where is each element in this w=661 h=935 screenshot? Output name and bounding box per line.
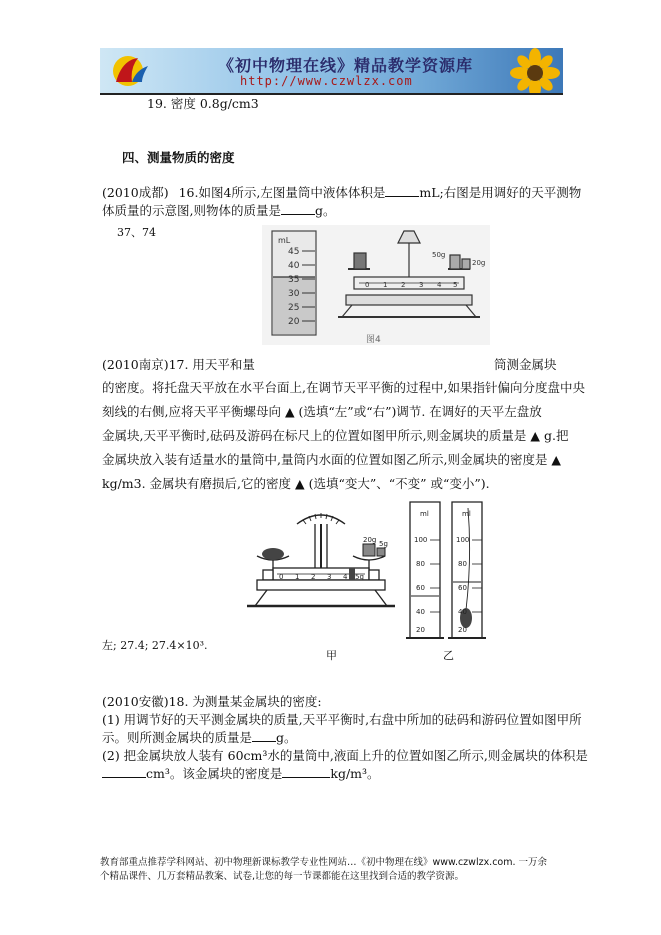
- q18-p1b: 示。则所测金属块的质量是: [102, 730, 253, 745]
- cyl3-tick: 60: [458, 584, 467, 592]
- ruler-tick: 5g: [355, 573, 364, 581]
- cyl1-tick: 35: [288, 275, 300, 285]
- figure-4-label: 图4: [366, 335, 381, 345]
- q18-p2b: cm³。该金属块的密度是: [146, 766, 283, 781]
- q16-answer: 37、74: [117, 226, 156, 239]
- cyl2-tick: 100: [414, 536, 428, 544]
- ruler-tick: 4: [437, 281, 442, 289]
- footer: [100, 856, 570, 884]
- q17-line1-right: 筒测金属块: [494, 357, 557, 372]
- q17-line5: 金属块放入装有适量水的量筒中,量筒内水面的位置如图乙所示,则金属块的密度是 ▲: [102, 452, 562, 467]
- q16-unit-a: mL;右图是用调好的天平测物: [419, 185, 582, 200]
- q18-p2-line2: [102, 766, 380, 782]
- ruler-tick: 5: [453, 281, 458, 289]
- ruler-tick: 0: [365, 281, 370, 289]
- ruler-tick: 0: [279, 573, 284, 581]
- cyl3-tick: 40: [458, 608, 467, 616]
- q17-line2: 的密度。将托盘天平放在水平台面上,在调节天平平衡的过程中,如果指针偏向分度盘中央: [102, 380, 585, 395]
- figure-yi-label: 乙: [443, 649, 454, 662]
- figure-yi: [406, 498, 488, 654]
- cyl3-tick: 20: [458, 626, 467, 634]
- figure-jia-label: 甲: [326, 649, 337, 662]
- ruler-tick: 2: [311, 573, 316, 581]
- cyl2-tick: 40: [416, 608, 425, 616]
- footer-line2: 个精品课件、几万套精品教案、试卷,让您的每一节课都能在这里找到合适的教学资源。: [100, 871, 465, 882]
- q16-unit-b: g。: [314, 203, 336, 218]
- cyl3-tick: 80: [458, 560, 467, 568]
- ruler-tick: 3: [327, 573, 332, 581]
- q18-p1-line2: [102, 730, 297, 746]
- weight-label: 5g: [379, 540, 388, 548]
- footer-line1: 教育部重点推荐学科网站、初中物理新课标教学专业性网站…《初中物理在线》www.czwlzx.com. 一万余: [100, 857, 548, 868]
- cyl3-unit: ml: [462, 510, 471, 518]
- q18-source: (2010安徽): [102, 694, 169, 709]
- q16-blank-1: [385, 185, 419, 197]
- cyl1-tick: 20: [288, 317, 300, 327]
- figure-4: [262, 225, 490, 345]
- cyl3-tick: 100: [456, 536, 470, 544]
- cyl2-tick: 20: [416, 626, 425, 634]
- q18-intro: [102, 694, 322, 710]
- q17-answer: 左; 27.4; 27.4×10³.: [102, 639, 208, 652]
- q17-source: (2010南京): [102, 357, 169, 372]
- q18-blank-1: [252, 730, 276, 742]
- cyl1-tick: 30: [288, 289, 300, 299]
- ruler-tick: 2: [401, 281, 406, 289]
- q16-line1: [102, 185, 581, 201]
- cyl1-tick: 45: [288, 247, 300, 257]
- cyl2-tick: 60: [416, 584, 425, 592]
- header-url[interactable]: http://www.czwlzx.com: [240, 74, 413, 88]
- cyl1-unit: mL: [278, 236, 291, 245]
- ruler-tick: 1: [295, 573, 300, 581]
- q16-source: (2010成都): [102, 185, 169, 200]
- figure-jia: [237, 502, 403, 624]
- q16-text-a: 16.如图4所示,左图量筒中液体体积是: [178, 185, 386, 200]
- q18-blank-2: [102, 766, 146, 778]
- q18-blank-3: [282, 766, 330, 778]
- q18-p2c: kg/m³。: [330, 766, 380, 781]
- ruler-tick: 4: [343, 573, 348, 581]
- cyl2-tick: 80: [416, 560, 425, 568]
- q17-line6: kg/m3. 金属块有磨损后,它的密度 ▲ (选填“变大”、“不变” 或“变小”).: [102, 476, 490, 491]
- sunflower-icon: [493, 48, 563, 93]
- q18-p1c: g。: [276, 730, 297, 745]
- q18-p1a: (1) 用调节好的天平测金属块的质量,天平平衡时,右盘中所加的砝码和游码位置如图甲所: [102, 712, 582, 727]
- weight-label: 20g: [472, 259, 486, 267]
- ruler-tick: 3: [419, 281, 424, 289]
- q17-line1-left: [102, 357, 255, 373]
- header-banner: [100, 48, 563, 95]
- ruler-tick: 1: [383, 281, 388, 289]
- site-logo-icon: [108, 54, 154, 88]
- q16-line2: [102, 203, 336, 219]
- q17-line1a: 17. 用天平和量: [168, 357, 255, 372]
- weight-label: 20g: [363, 536, 377, 544]
- weight-label: 50g: [432, 251, 446, 259]
- q17-line3: 刻线的右侧,应将天平平衡螺母向 ▲ (选填“左”或“右”)调节. 在调好的天平左盘放: [102, 404, 542, 419]
- graduated-cylinder-1: [272, 231, 316, 335]
- q18-intro-text: 18. 为测量某金属块的密度:: [168, 694, 322, 709]
- section-title: 四、测量物质的密度: [122, 150, 235, 165]
- cyl1-tick: 40: [288, 261, 300, 271]
- cyl2-unit: ml: [420, 510, 429, 518]
- q16-blank-2: [281, 203, 315, 215]
- q18-p2a: (2) 把金属块放人装有 60cm³水的量筒中,液面上升的位置如图乙所示,则金属块的体积是: [102, 748, 588, 763]
- q16-text-b: 体质量的示意图,则物体的质量是: [102, 203, 281, 218]
- item-19: 19. 密度 0.8g/cm3: [147, 96, 259, 111]
- header-title: 《初中物理在线》精品教学资源库: [218, 56, 474, 75]
- q17-line4: 金属块,天平平衡时,砝码及游码在标尺上的位置如图甲所示,则金属块的质量是 ▲ g.把: [102, 428, 569, 443]
- cyl1-tick: 25: [288, 303, 300, 313]
